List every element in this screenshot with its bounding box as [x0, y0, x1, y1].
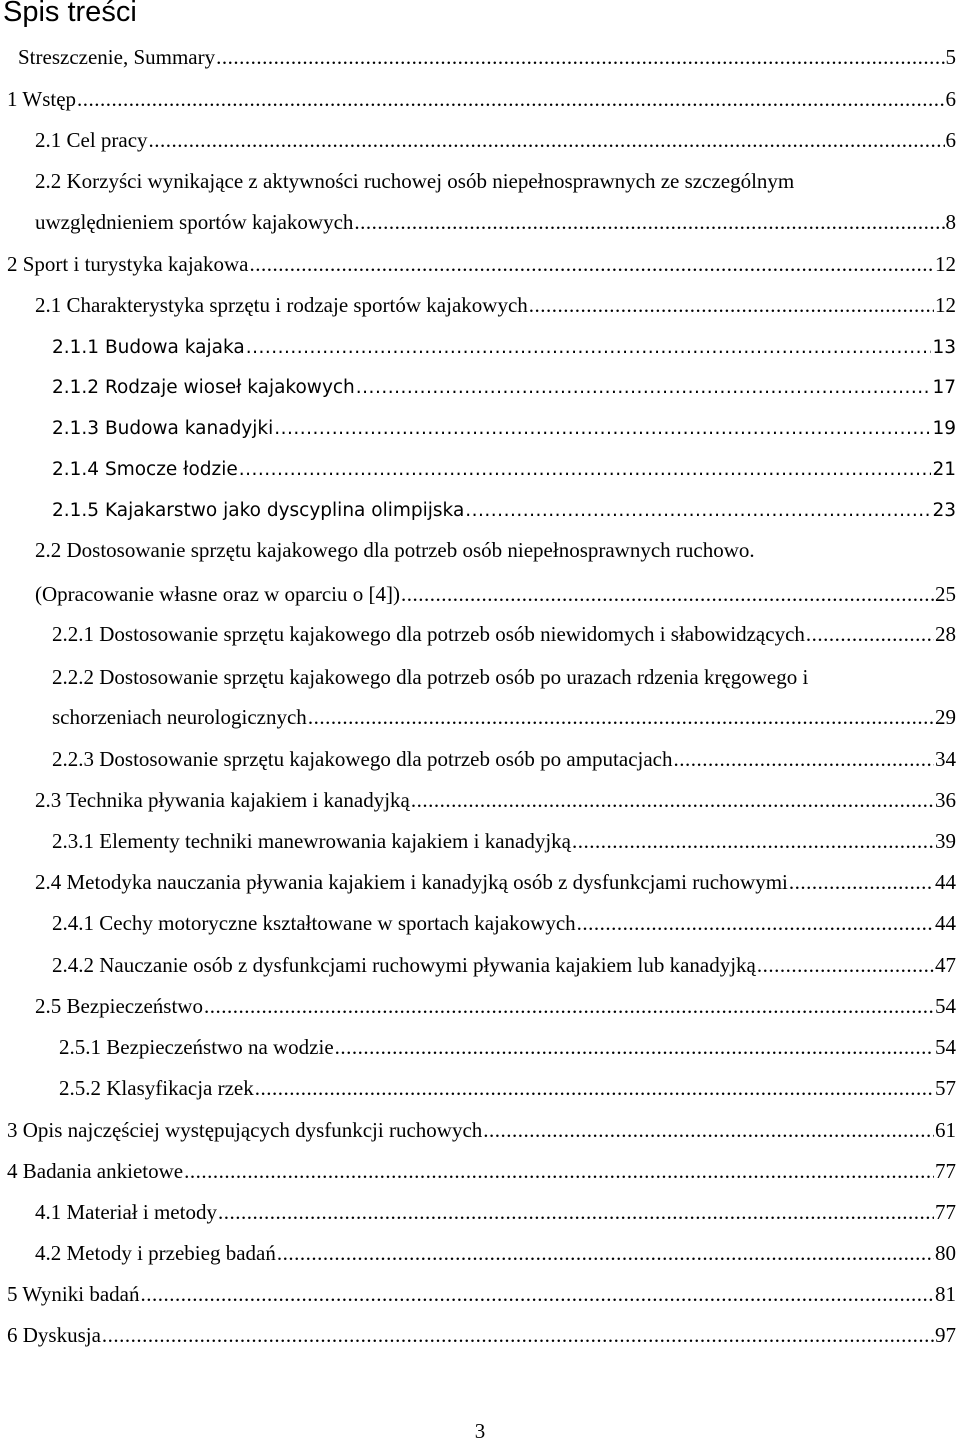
toc-entry-page: 77: [935, 1200, 956, 1224]
toc-entry[interactable]: [7, 1158, 956, 1184]
toc-entry-label: 2.5.2 Klasyfikacja rzek: [59, 1076, 254, 1100]
toc-entry[interactable]: [52, 416, 956, 442]
toc-entry[interactable]: [35, 869, 956, 895]
toc-leader-dots: [465, 498, 931, 524]
toc-entry-page: 13: [932, 337, 956, 358]
toc-entry-label: 2.2 Dostosowanie sprzętu kajakowego dla potrzeb osób niepełnosprawnych ruchowo.: [35, 538, 755, 562]
toc-entry-label: 2.3 Technika pływania kajakiem i kanadyjką: [35, 788, 410, 812]
toc-entry[interactable]: [7, 1322, 956, 1348]
toc-entry-page: 47: [935, 953, 956, 977]
toc-leader-dots: [789, 869, 934, 895]
toc-entry[interactable]: [35, 292, 956, 318]
toc-entry-page: 97: [935, 1323, 956, 1347]
toc-entry-label: 2.4.1 Cechy motoryczne kształtowane w sportach kajakowych: [52, 911, 576, 935]
toc-leader-dots: [277, 1240, 934, 1266]
toc-leader-dots: [577, 910, 934, 936]
toc-entry-page: 61: [935, 1118, 956, 1142]
toc-entry-label: 2.1.2 Rodzaje wioseł kajakowych: [52, 377, 355, 398]
toc-entry[interactable]: [35, 168, 794, 194]
toc-leader-dots: [77, 86, 944, 112]
toc-entry-label: Streszczenie, Summary: [18, 45, 216, 69]
toc-entry[interactable]: [52, 746, 956, 772]
toc-leader-dots: [239, 457, 932, 483]
toc-leader-dots: [149, 127, 945, 153]
toc-entry-label: 2.2.3 Dostosowanie sprzętu kajakowego dla potrzeb osób po amputacjach: [52, 747, 673, 771]
toc-entry-page: 12: [935, 293, 956, 317]
toc-entry-label: 2.2 Korzyści wynikające z aktywności ruchowej osób niepełnosprawnych ze szczególnym: [35, 169, 795, 193]
toc-entry[interactable]: [59, 1075, 956, 1101]
toc-entry-page: 39: [935, 829, 956, 853]
toc-entry[interactable]: [35, 787, 956, 813]
toc-leader-dots: [308, 704, 934, 730]
toc-entry-page: 21: [932, 459, 956, 480]
toc-entry-page: 25: [935, 582, 956, 606]
toc-leader-dots: [806, 621, 934, 647]
toc-entry-label: (Opracowanie własne oraz w oparciu o [4]): [35, 582, 400, 606]
toc-entry-label: 2.1.3 Budowa kanadyjki: [52, 418, 274, 439]
toc-entry[interactable]: [35, 537, 755, 563]
toc-entry-label: 4.1 Materiał i metody: [35, 1200, 217, 1224]
toc-entry-page: 44: [935, 870, 956, 894]
toc-entry-page: 77: [935, 1159, 956, 1183]
toc-entry-label: 2.1.1 Budowa kajaka: [52, 337, 245, 358]
toc-leader-dots: [218, 1199, 934, 1225]
toc-entry-page: 28: [935, 622, 956, 646]
toc-entry-label: 4.2 Metody i przebieg badań: [35, 1241, 276, 1265]
toc-entry[interactable]: [52, 828, 956, 854]
toc-leader-dots: [102, 1322, 934, 1348]
toc-leader-dots: [249, 251, 934, 277]
toc-leader-dots: [411, 787, 934, 813]
toc-entry[interactable]: [52, 664, 808, 690]
toc-entry[interactable]: [52, 457, 956, 483]
toc-entry[interactable]: [52, 621, 956, 647]
toc-entry-page: 80: [935, 1241, 956, 1265]
toc-leader-dots: [246, 335, 932, 361]
toc-entry-page: 29: [935, 705, 956, 729]
toc-entry-label: 2.2.1 Dostosowanie sprzętu kajakowego dla potrzeb osób niewidomych i słabowidzących: [52, 622, 805, 646]
toc-entry[interactable]: [35, 1240, 956, 1266]
toc-leader-dots: [204, 993, 934, 1019]
toc-entry-page: 17: [932, 377, 956, 398]
toc-entry[interactable]: [35, 209, 956, 235]
toc-entry-page: 6: [945, 87, 956, 111]
toc-entry-page: 8: [945, 210, 956, 234]
toc-entry-label: 2.1.4 Smocze łodzie: [52, 459, 238, 480]
toc-entry-label: 2 Sport i turystyka kajakowa: [7, 252, 249, 276]
toc-entry-page: 6: [945, 128, 956, 152]
toc-entry[interactable]: [18, 44, 956, 70]
toc-entry-page: 81: [935, 1282, 956, 1306]
toc-entry[interactable]: [52, 704, 956, 730]
toc-leader-dots: [674, 746, 935, 772]
toc-leader-dots: [401, 581, 934, 607]
toc-leader-dots: [141, 1281, 935, 1307]
toc-entry-page: 5: [945, 45, 956, 69]
toc-entry-label: 3 Opis najczęściej występujących dysfunkcji ruchowych: [7, 1118, 483, 1142]
toc-entry[interactable]: [52, 498, 956, 524]
toc-entry-label: 4 Badania ankietowe: [7, 1159, 184, 1183]
toc-entry-label: 5 Wyniki badań: [7, 1282, 140, 1306]
toc-entry[interactable]: [35, 581, 956, 607]
toc-entry-label: 2.3.1 Elementy techniki manewrowania kajakiem i kanadyjką: [52, 829, 571, 853]
toc-leader-dots: [483, 1117, 934, 1143]
toc-entry-label: uwzględnieniem sportów kajakowych: [35, 210, 354, 234]
toc-leader-dots: [255, 1075, 934, 1101]
toc-entry[interactable]: [7, 251, 956, 277]
toc-entry-label: 2.4 Metodyka nauczania pływania kajakiem i kanadyjką osób z dysfunkcjami ruchowymi: [35, 870, 788, 894]
toc-entry[interactable]: [59, 1034, 956, 1060]
toc-entry-label: 2.2.2 Dostosowanie sprzętu kajakowego dla potrzeb osób po urazach rdzenia kręgowego i: [52, 665, 809, 689]
toc-entry-label: 2.5 Bezpieczeństwo: [35, 994, 203, 1018]
toc-entry-label: 2.1 Charakterystyka sprzętu i rodzaje sportów kajakowych: [35, 293, 528, 317]
page-number: 3: [474, 1419, 486, 1443]
toc-entry-label: 2.5.1 Bezpieczeństwo na wodzie: [59, 1035, 334, 1059]
toc-entry-page: 44: [935, 911, 956, 935]
toc-entry-page: 54: [935, 1035, 956, 1059]
toc-leader-dots: [356, 375, 932, 401]
toc-entry[interactable]: [35, 127, 956, 153]
toc-entry[interactable]: [52, 375, 956, 401]
toc-leader-dots: [216, 44, 944, 70]
toc-entry-label: 2.1 Cel pracy: [35, 128, 148, 152]
toc-entry[interactable]: [35, 1199, 956, 1225]
toc-entry[interactable]: [52, 952, 956, 978]
toc-entry-label: schorzeniach neurologicznych: [52, 705, 307, 729]
toc-leader-dots: [757, 952, 934, 978]
toc-entry-page: 12: [935, 252, 956, 276]
toc-entry-page: 23: [932, 500, 956, 521]
toc-leader-dots: [572, 828, 934, 854]
toc-leader-dots: [274, 416, 931, 442]
toc-entry-label: 6 Dyskusja: [7, 1323, 101, 1347]
toc-entry-page: 57: [935, 1076, 956, 1100]
toc-entry-page: 36: [935, 788, 956, 812]
toc-heading: Spis treści: [3, 0, 137, 28]
toc-entry-page: 54: [935, 994, 956, 1018]
toc-entry[interactable]: [7, 1117, 956, 1143]
toc-entry-label: 1 Wstęp: [7, 87, 77, 111]
toc-leader-dots: [529, 292, 934, 318]
toc-entry[interactable]: [52, 910, 956, 936]
toc-entry[interactable]: [35, 993, 956, 1019]
toc-leader-dots: [184, 1158, 934, 1184]
toc-entry[interactable]: [7, 86, 956, 112]
toc-entry-label: 2.1.5 Kajakarstwo jako dyscyplina olimpijska: [52, 500, 465, 521]
toc-entry[interactable]: [52, 335, 956, 361]
toc-entry-label: 2.4.2 Nauczanie osób z dysfunkcjami ruchowymi pływania kajakiem lub kanadyjką: [52, 953, 756, 977]
toc-entry[interactable]: [7, 1281, 956, 1307]
toc-entry-page: 19: [932, 418, 956, 439]
toc-entry-page: 34: [935, 747, 956, 771]
toc-leader-dots: [354, 209, 944, 235]
toc-leader-dots: [335, 1034, 934, 1060]
